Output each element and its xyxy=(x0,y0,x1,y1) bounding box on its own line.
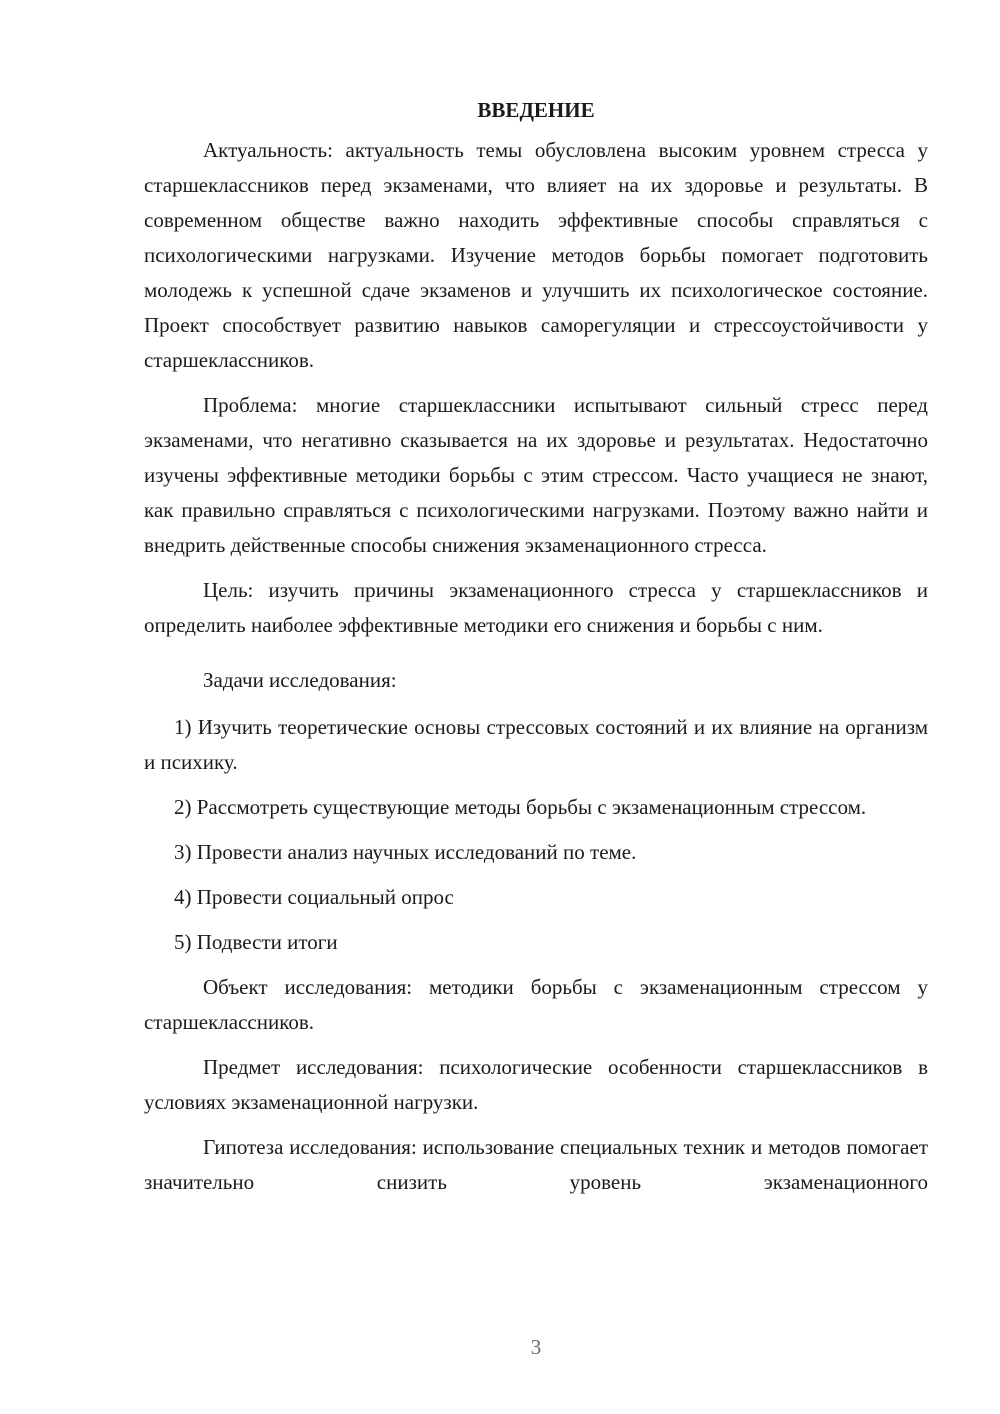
paragraph-goal: Цель: изучить причины экзаменационного стресса у старшеклассников и определить наиболее эффективные методики его снижения и борьбы с ним. xyxy=(144,578,928,637)
page-content xyxy=(144,92,928,1200)
page-number: 3 xyxy=(530,1335,542,1359)
paragraph-problem: Проблема: многие старшеклассники испытывают сильный стресс перед экзаменами, что негативно сказывается на их здоровье и результатах. Недостаточно изучены эффективные методики борьбы с этим стрессом. Часто учащиеся не знают, как правильно справляться с психологическими нагрузками. Поэтому важно найти и внедрить действенные способы снижения экзаменационного стресса. xyxy=(144,393,928,557)
task-item-4: 4) Провести социальный опрос xyxy=(174,885,454,909)
paragraph-relevance: Актуальность: актуальность темы обусловлена высоким уровнем стресса у старшеклассников перед экзаменами, что влияет на их здоровье и результаты. В современном обществе важно находить эффективные способы справляться с психологическими нагрузками. Изучение методов борьбы помогает подготовить молодежь к успешной сдаче экзаменов и улучшить их психологическое состояние. Проект способствует развитию навыков саморегуляции и стрессоустойчивости у старшеклассников. xyxy=(144,138,928,372)
paragraph-object: Объект исследования: методики борьбы с экзаменационным стрессом у старшеклассников. xyxy=(144,975,928,1034)
paragraph-subject: Предмет исследования: психологические особенности старшеклассников в условиях экзаменационной нагрузки. xyxy=(144,1055,928,1114)
paragraph-hypothesis: Гипотеза исследования: использование специальных техник и методов помогает значительно снизить уровень экзаменационного xyxy=(144,1135,928,1194)
task-item-1: 1) Изучить теоретические основы стрессовых состояний и их влияние на организм и психику. xyxy=(144,715,928,774)
section-title: ВВЕДЕНИЕ xyxy=(477,98,595,122)
task-item-3: 3) Провести анализ научных исследований по теме. xyxy=(174,840,637,864)
tasks-heading: Задачи исследования: xyxy=(203,668,397,692)
task-item-2: 2) Рассмотреть существующие методы борьбы с экзаменационным стрессом. xyxy=(174,795,867,819)
task-item-5: 5) Подвести итоги xyxy=(174,930,338,954)
